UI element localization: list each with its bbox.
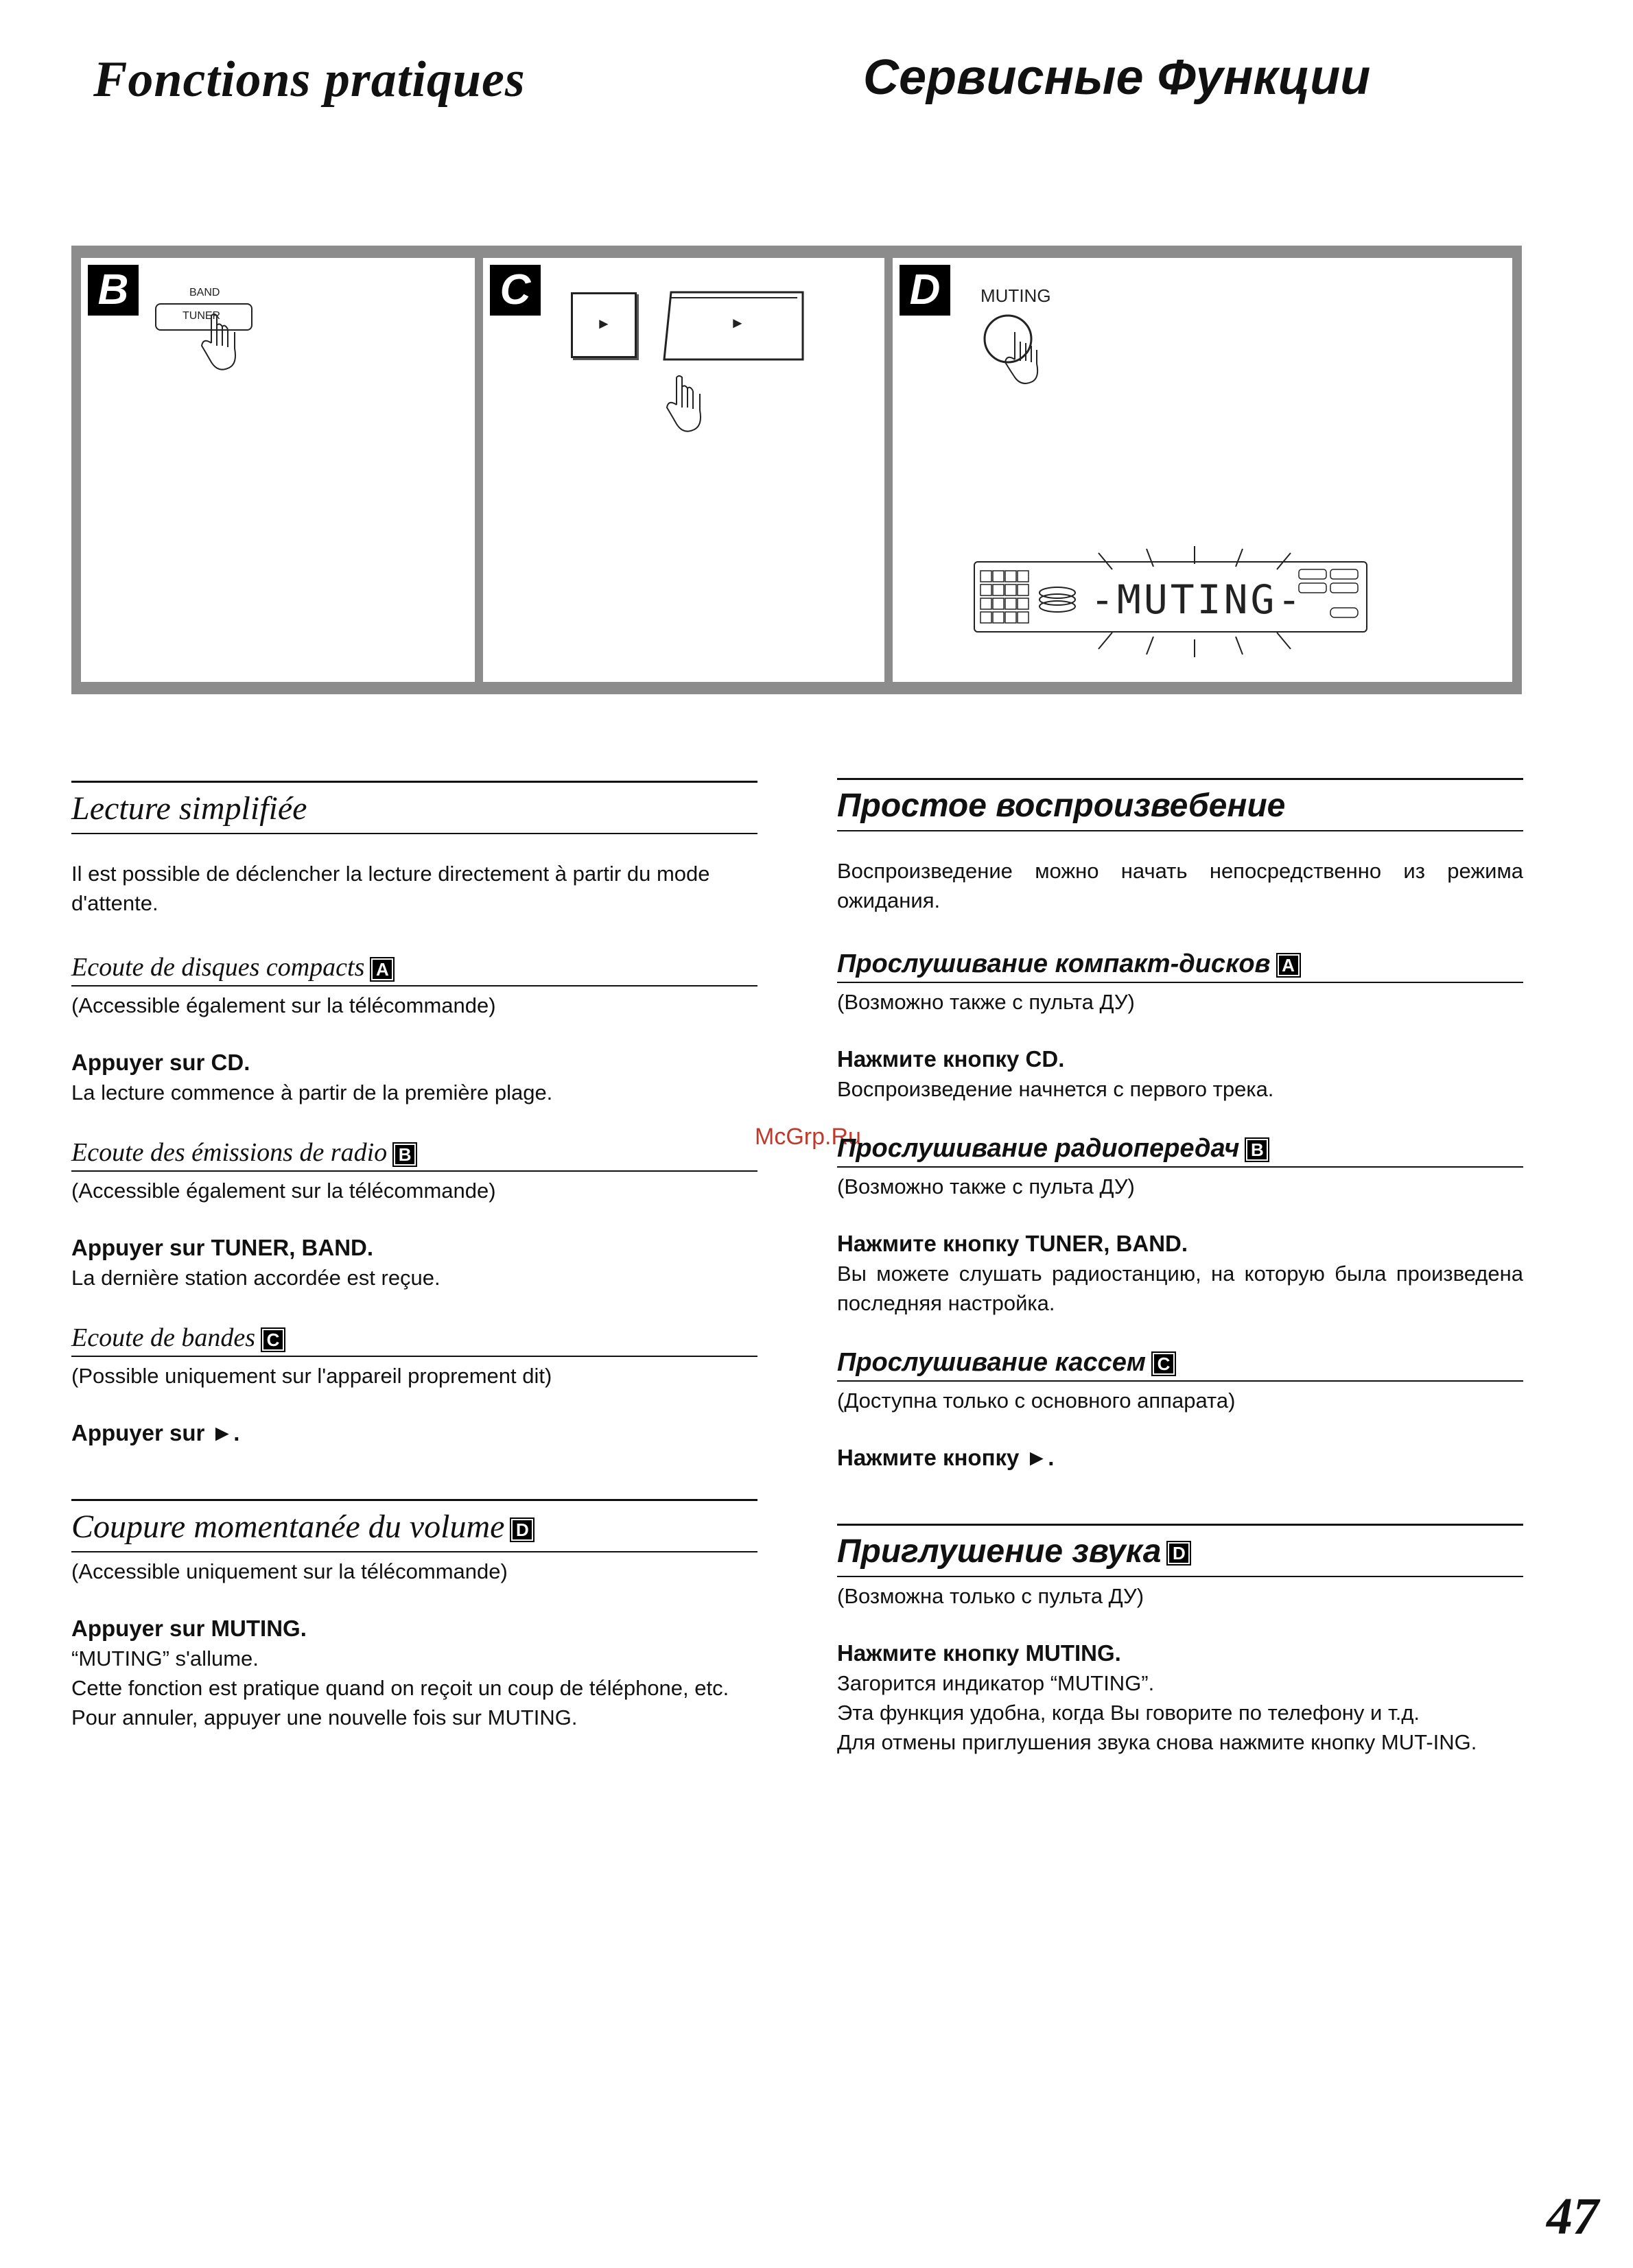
lcd-indicators [1297,568,1362,626]
fr-section2-line1: “MUTING” s'allume. [71,1646,259,1670]
hand-press-icon [661,375,716,436]
page-number: 47 [1547,2188,1599,2245]
fr-radio-heading [71,1137,757,1172]
illustration-panel-b [81,258,475,682]
ru-tape-title: Прослушивание кассем [837,1348,1146,1377]
ru-section2-title: Приглушение звука [837,1533,1162,1570]
illustration-panel-d [893,258,1512,682]
fr-cd-result: La lecture commence à partir de la première plage. [71,1080,553,1105]
play-symbol-large: ► [730,314,745,331]
fr-radio-title: Ecoute des émissions de radio [71,1138,388,1167]
ru-section2-note: (Возможна только с пульта ДУ) [837,1584,1144,1608]
ru-cd-heading [837,949,1523,983]
ru-section2-heading [837,1524,1523,1577]
ru-radio-title: Прослушивание радиопередач [837,1134,1240,1163]
panel-letter-d: D [900,265,950,316]
band-label: BAND [189,287,220,298]
ru-section1-title: Простое воспроизвебение [837,778,1523,831]
ru-cd-action: Нажмите кнопку CD. [837,1046,1065,1072]
ru-tape-action: Нажмите кнопку ►. [837,1445,1055,1470]
ru-cd-result: Воспроизведение начнется с первого трека. [837,1077,1274,1101]
badge-d: D [1166,1541,1191,1566]
badge-d: D [510,1517,534,1542]
fr-radio-result: La dernière station accordée est reçue. [71,1266,440,1290]
tuner-label: TUNER [183,310,221,322]
ru-section1-intro: Воспроизведение можно начать непосредственно из режима ожидания. [837,859,1523,912]
disc-stack-icon [1037,583,1078,617]
fr-section2-note: (Accessible uniquement sur la télécommande) [71,1559,508,1583]
panel-letter-c: C [490,265,541,316]
fr-section1-intro: Il est possible de déclencher la lecture directement à partir du mode d'attente. [71,862,710,915]
ru-section2-line2: Эта функция удобна, когда Вы говорите по телефону и т.д. [837,1701,1420,1725]
fr-column [71,781,757,1732]
ru-section2-line1: Загорится индикатор “MUTING”. [837,1671,1155,1695]
fr-radio-action: Appuyer sur TUNER, BAND. [71,1235,374,1260]
ru-radio-action: Нажмите кнопку TUNER, BAND. [837,1231,1188,1256]
fr-section2-line3: Pour annuler, appuyer une nouvelle fois sur MUTING. [71,1705,578,1729]
illustration-band [71,246,1522,694]
fr-cd-title: Ecoute de disques compacts [71,953,365,982]
watermark: McGrp.Ru [755,1124,861,1150]
ru-cd-note: (Возможно также с пульта ДУ) [837,990,1135,1014]
fr-section2-heading [71,1499,757,1552]
ru-tape-heading [837,1348,1523,1382]
badge-c: C [1151,1351,1176,1376]
ru-column [837,778,1523,1757]
ru-tape-note: (Доступна только с основного аппарата) [837,1389,1236,1413]
badge-b: B [392,1142,417,1167]
fr-tape-note: (Possible uniquement sur l'appareil proprement dit) [71,1364,552,1388]
illustration-panel-c [483,258,884,682]
fr-cd-note: (Accessible également sur la télécommande) [71,993,496,1017]
play-symbol: ► [596,315,611,332]
track-grid-icon [979,569,1034,624]
panel-letter-b: B [88,265,139,316]
lcd-display-text: -MUTING- [1090,576,1304,623]
hand-press-icon [980,311,1056,387]
badge-c: C [261,1327,285,1352]
fr-tape-title: Ecoute de bandes [71,1323,256,1352]
fr-tape-heading [71,1323,757,1357]
hand-press-icon [196,313,251,375]
fr-section2-title: Coupure momentanée du volume [71,1509,505,1545]
muting-label: MUTING [980,285,1051,306]
ru-radio-heading [837,1134,1523,1168]
fr-section1-title: Lecture simplifiée [71,781,757,834]
ru-radio-result: Вы можете слушать радиостанцию, на которую была произведена последняя настройка. [837,1262,1523,1315]
ru-cd-title: Прослушивание компакт-дисков [837,949,1271,978]
page-title-fr: Fonctions pratiques [93,51,526,108]
ru-section2-line3: Для отмены приглушения звука снова нажмите кнопку MUT-ING. [837,1730,1477,1754]
page-title-ru: Сервисные Функции [863,50,1371,105]
fr-cd-heading [71,952,757,987]
badge-a: A [370,957,395,982]
badge-b: B [1245,1137,1269,1162]
fr-tape-action: Appuyer sur ►. [71,1420,240,1445]
play-button-small [571,292,637,358]
ru-section2-action: Нажмите кнопку MUTING. [837,1640,1121,1666]
fr-section2-line2: Cette fonction est pratique quand on reçoit un coup de téléphone, etc. [71,1676,729,1700]
blink-rays [1085,539,1304,663]
ru-radio-note: (Возможно также с пульта ДУ) [837,1174,1135,1198]
fr-radio-note: (Accessible également sur la télécommande) [71,1179,496,1203]
fr-cd-action: Appuyer sur CD. [71,1050,250,1075]
fr-section2-action: Appuyer sur MUTING. [71,1616,307,1641]
badge-a: A [1276,953,1301,978]
